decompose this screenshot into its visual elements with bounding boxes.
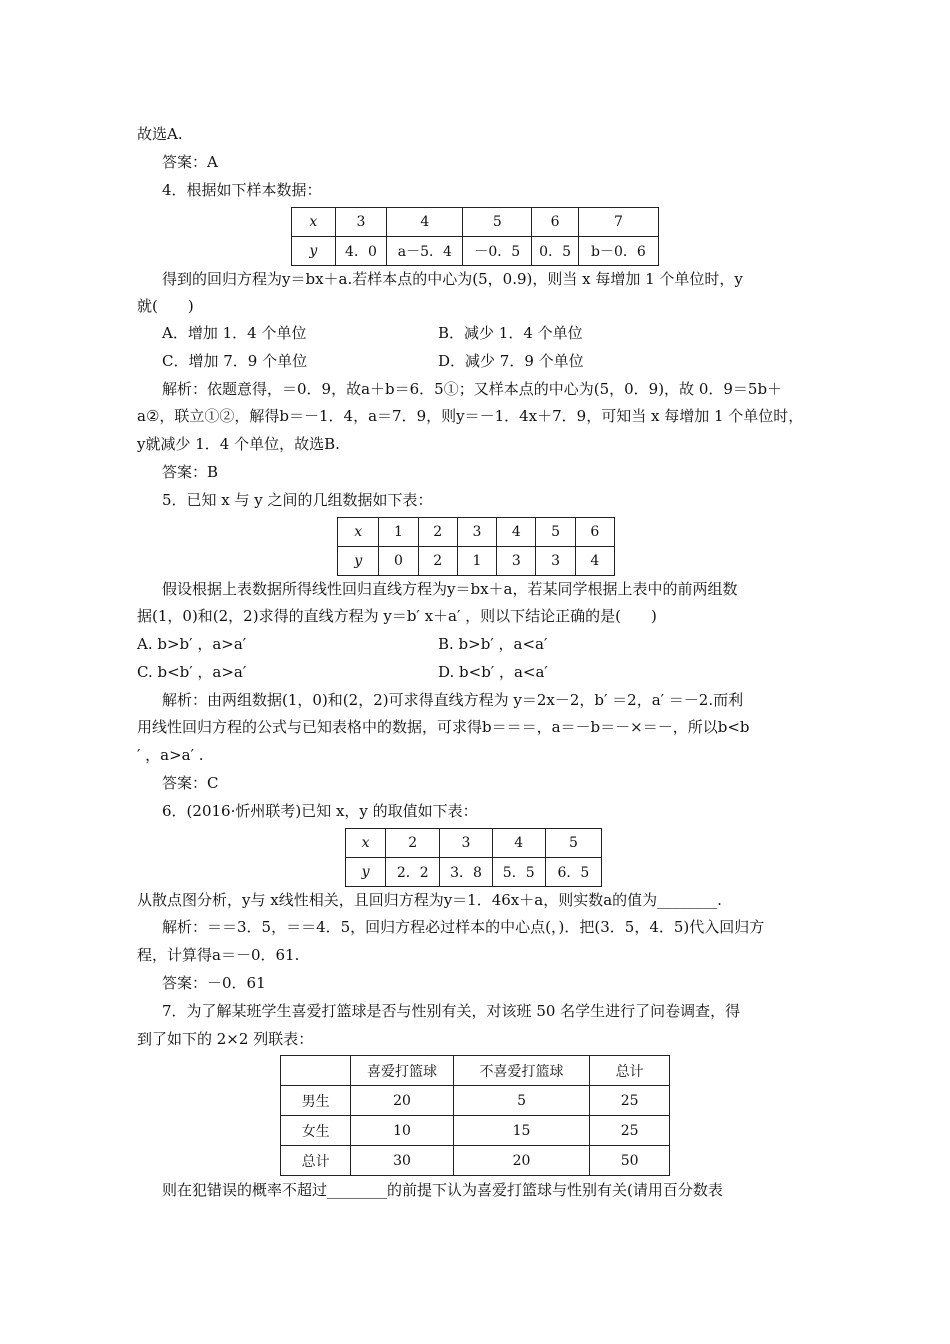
answer-line: 答案：－0．61 bbox=[162, 974, 266, 992]
table-cell: 4 bbox=[492, 829, 545, 858]
answer-line: 答案：A bbox=[162, 153, 218, 171]
table-cell: 6．5 bbox=[545, 858, 601, 887]
table-cell: 总计 bbox=[281, 1146, 351, 1176]
table-cell: 25 bbox=[590, 1116, 670, 1146]
question-7-stem: 到了如下的 2×2 列联表： bbox=[137, 1030, 314, 1048]
table-cell: 4 bbox=[387, 208, 463, 237]
table-cell: 2．2 bbox=[386, 858, 440, 887]
table-cell: 3 bbox=[536, 547, 575, 576]
table-cell: a－5．4 bbox=[387, 237, 463, 266]
question-7-text: 则在犯错误的概率不超过________的前提下认为喜爱打篮球与性别有关(请用百分数表 bbox=[162, 1181, 723, 1199]
table-cell: 3．8 bbox=[440, 858, 492, 887]
table-cell: 4 bbox=[575, 547, 614, 576]
table-cell: 6 bbox=[575, 518, 614, 547]
table-cell: b－0．6 bbox=[578, 237, 658, 266]
table-cell: 4 bbox=[497, 518, 536, 547]
table-cell: 7 bbox=[578, 208, 658, 237]
question-5-stem: 5．已知 x 与 y 之间的几组数据如下表： bbox=[162, 491, 433, 509]
option-d: D. b<b′ ，a<a′ bbox=[438, 663, 548, 681]
table-cell: －0．5 bbox=[463, 237, 532, 266]
question-6-text: 从散点图分析，y与 x线性相关，且回归方程为y＝1．46x＋a，则实数a的值为________. bbox=[137, 891, 722, 909]
table-row bbox=[338, 547, 615, 576]
option-c: C．增加 7．9 个单位 bbox=[162, 352, 308, 370]
table-cell: 男生 bbox=[281, 1086, 351, 1116]
question-5-table bbox=[337, 517, 615, 576]
table-cell: 6 bbox=[532, 208, 579, 237]
table-row bbox=[292, 208, 659, 237]
table-cell: 20 bbox=[351, 1086, 453, 1116]
table-cell: 5．5 bbox=[492, 858, 545, 887]
table-row bbox=[281, 1086, 670, 1116]
table-cell: 1 bbox=[457, 547, 496, 576]
table-cell: 5 bbox=[545, 829, 601, 858]
table-cell: 5 bbox=[536, 518, 575, 547]
question-4-text: 就( ) bbox=[137, 297, 194, 315]
option-a: A．增加 1．4 个单位 bbox=[162, 324, 307, 342]
table-cell: 3 bbox=[497, 547, 536, 576]
table-cell: 1 bbox=[379, 518, 418, 547]
table-cell: 5 bbox=[463, 208, 532, 237]
solution-line: a②，联立①②，解得b＝－1．4，a＝7．9，则y＝－1．4x＋7．9，可知当 x 每增加 1 个单位时， bbox=[137, 407, 804, 425]
table-cell: x bbox=[338, 518, 379, 547]
option-d: D．减少 7．9 个单位 bbox=[438, 352, 584, 370]
table-cell: 15 bbox=[453, 1116, 590, 1146]
table-row bbox=[281, 1146, 670, 1176]
table-cell: 5 bbox=[453, 1086, 590, 1116]
table-cell: 3 bbox=[440, 829, 492, 858]
table-cell: 0 bbox=[379, 547, 418, 576]
answer-line: 答案：C bbox=[162, 774, 219, 792]
table-cell: x bbox=[292, 208, 336, 237]
table-cell: 20 bbox=[453, 1146, 590, 1176]
answer-line: 答案：B bbox=[162, 463, 219, 481]
table-header-cell: 总计 bbox=[590, 1056, 670, 1086]
question-7-contingency-table bbox=[280, 1055, 670, 1176]
table-cell: y bbox=[338, 547, 379, 576]
table-cell: 2 bbox=[418, 547, 457, 576]
table-cell: 女生 bbox=[281, 1116, 351, 1146]
text-line: 故选A. bbox=[137, 125, 183, 143]
table-row bbox=[281, 1116, 670, 1146]
option-b: B．减少 1．4 个单位 bbox=[438, 324, 583, 342]
table-cell: x bbox=[346, 829, 386, 858]
table-cell: 50 bbox=[590, 1146, 670, 1176]
question-6-table bbox=[345, 828, 602, 887]
question-5-text: 假设根据上表数据所得线性回归直线方程为y＝bx＋a，若某同学根据上表中的前两组数 bbox=[162, 580, 738, 598]
question-4-text: 得到的回归方程为y＝bx＋a.若样本点的中心为(5，0.9)，则当 x 每增加 1 个单位时，y bbox=[162, 270, 743, 288]
table-cell: 3 bbox=[457, 518, 496, 547]
table-cell: 10 bbox=[351, 1116, 453, 1146]
solution-line: 解析：由两组数据(1，0)和(2，2)可求得直线方程为 y＝2x－2，b′ ＝2，a′ ＝－2.而利 bbox=[162, 691, 744, 709]
question-4-table bbox=[291, 207, 659, 266]
option-b: B. b>b′ ，a<a′ bbox=[438, 635, 548, 653]
question-7-stem: 7．为了解某班学生喜爱打篮球是否与性别有关，对该班 50 名学生进行了问卷调查，得 bbox=[162, 1002, 741, 1020]
table-cell: 25 bbox=[590, 1086, 670, 1116]
table-cell: y bbox=[292, 237, 336, 266]
solution-line: y就减少 1．4 个单位，故选B. bbox=[137, 435, 340, 453]
option-c: C. b<b′ ，a>a′ bbox=[137, 663, 247, 681]
table-row bbox=[292, 237, 659, 266]
table-row bbox=[338, 518, 615, 547]
question-4-stem: 4．根据如下样本数据： bbox=[162, 181, 322, 199]
table-row bbox=[346, 829, 602, 858]
table-cell: 0．5 bbox=[532, 237, 579, 266]
table-cell: 2 bbox=[386, 829, 440, 858]
table-row bbox=[346, 858, 602, 887]
question-5-text: 据(1，0)和(2，2)求得的直线方程为 y＝b′ x＋a′ ，则以下结论正确的是( ) bbox=[137, 607, 657, 625]
option-a: A. b>b′ ，a>a′ bbox=[137, 635, 247, 653]
solution-line: ′ ，a>a′ . bbox=[137, 746, 204, 764]
table-cell: 3 bbox=[335, 208, 387, 237]
table-header-row bbox=[281, 1056, 670, 1086]
question-6-stem: 6．(2016·忻州联考)已知 x，y 的取值如下表： bbox=[162, 802, 478, 820]
table-cell: 4．0 bbox=[335, 237, 387, 266]
table-cell: y bbox=[346, 858, 386, 887]
solution-line: 解析：＝＝3．5，＝＝4．5，回归方程必过样本的中心点(，)．把(3．5，4．5)代入回归方 bbox=[162, 918, 765, 936]
solution-line: 用线性回归方程的公式与已知表格中的数据，可求得b＝＝＝，a＝－b＝－×＝－，所以b<b bbox=[137, 718, 750, 736]
table-header-cell: 喜爱打篮球 bbox=[351, 1056, 453, 1086]
table-cell: 30 bbox=[351, 1146, 453, 1176]
solution-line: 解析：依题意得，＝0．9，故a＋b＝6．5①；又样本点的中心为(5，0．9)，故 0．9＝5b＋ bbox=[162, 380, 783, 398]
table-header-cell bbox=[281, 1056, 351, 1086]
solution-line: 程，计算得a＝－0．61. bbox=[137, 946, 300, 964]
table-header-cell: 不喜爱打篮球 bbox=[453, 1056, 590, 1086]
table-cell: 2 bbox=[418, 518, 457, 547]
